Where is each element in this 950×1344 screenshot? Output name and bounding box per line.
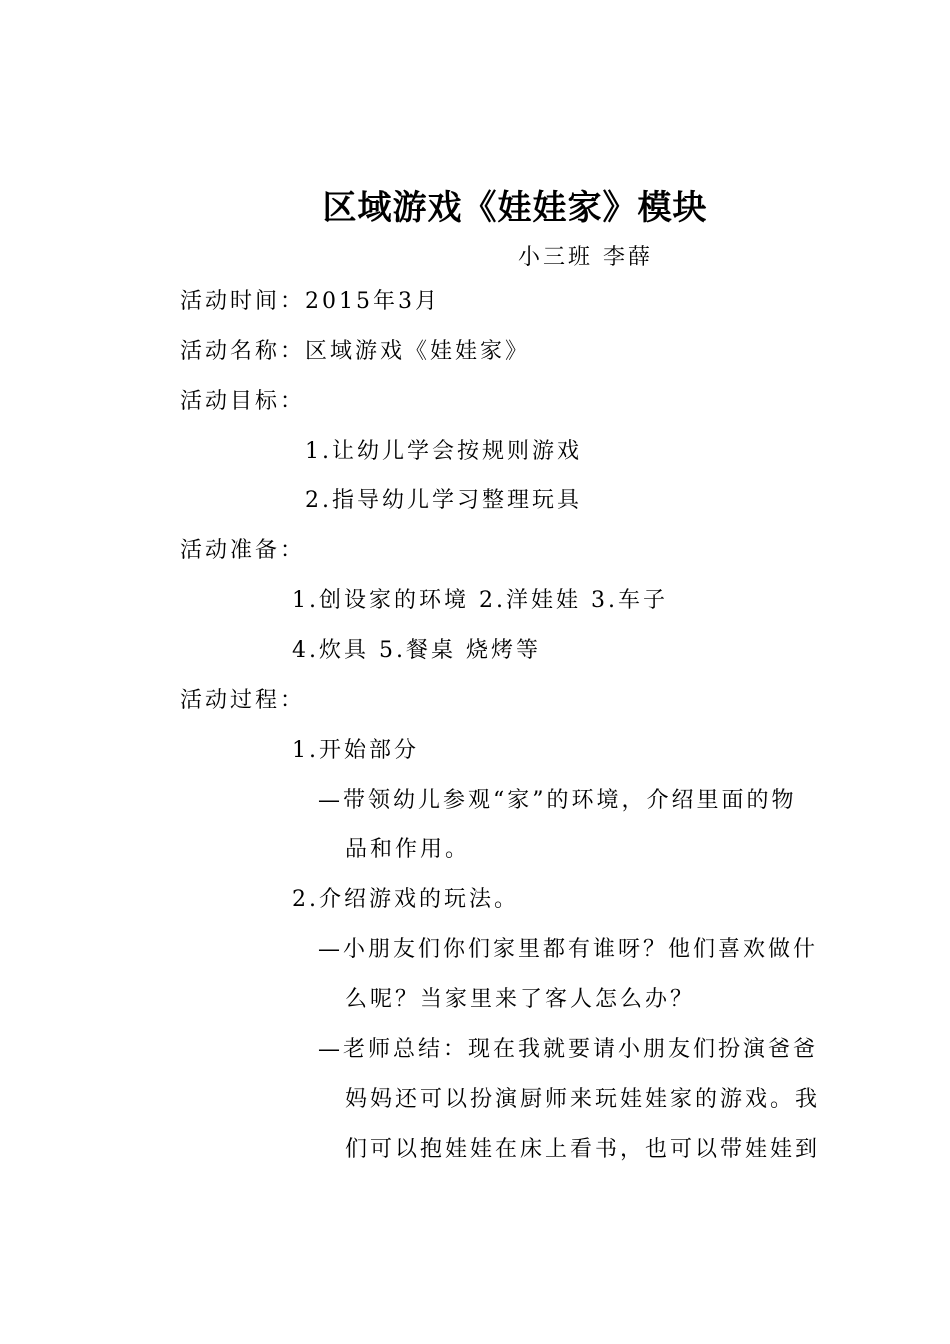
process-text: —老师总结：现在我就要请小朋友们扮演爸爸	[318, 1037, 819, 1062]
goal-item: 2.指导幼儿学习整理玩具	[305, 488, 582, 513]
process-text: —小朋友们你们家里都有谁呀？他们喜欢做什	[318, 937, 819, 962]
process-step-2: 2.介绍游戏的玩法。	[292, 887, 519, 912]
process-step-1: 1.开始部分	[292, 738, 419, 763]
process-text: 妈妈还可以扮演厨师来玩娃娃家的游戏。我	[345, 1087, 821, 1112]
prep-heading: 活动准备：	[180, 538, 306, 563]
goals-heading: 活动目标：	[180, 389, 306, 414]
author-line: 小三班 李薛	[518, 245, 653, 270]
process-text: —带领幼儿参观“家”的环境，介绍里面的物	[318, 788, 797, 813]
activity-time: 活动时间：2015年3月	[180, 289, 440, 314]
document-title: 区域游戏《娃娃家》模块	[322, 188, 708, 228]
process-text: 品和作用。	[345, 837, 471, 862]
process-heading: 活动过程：	[180, 688, 306, 713]
prep-item: 1.创设家的环境 2.洋娃娃 3.车子	[292, 588, 668, 613]
activity-name: 活动名称：区域游戏《娃娃家》	[180, 339, 531, 364]
process-text: 么呢？当家里来了客人怎么办？	[345, 987, 696, 1012]
process-text: 们可以抱娃娃在床上看书，也可以带娃娃到	[345, 1137, 821, 1162]
prep-item: 4.炊具 5.餐桌 烧烤等	[292, 638, 541, 663]
goal-item: 1.让幼儿学会按规则游戏	[305, 439, 582, 464]
